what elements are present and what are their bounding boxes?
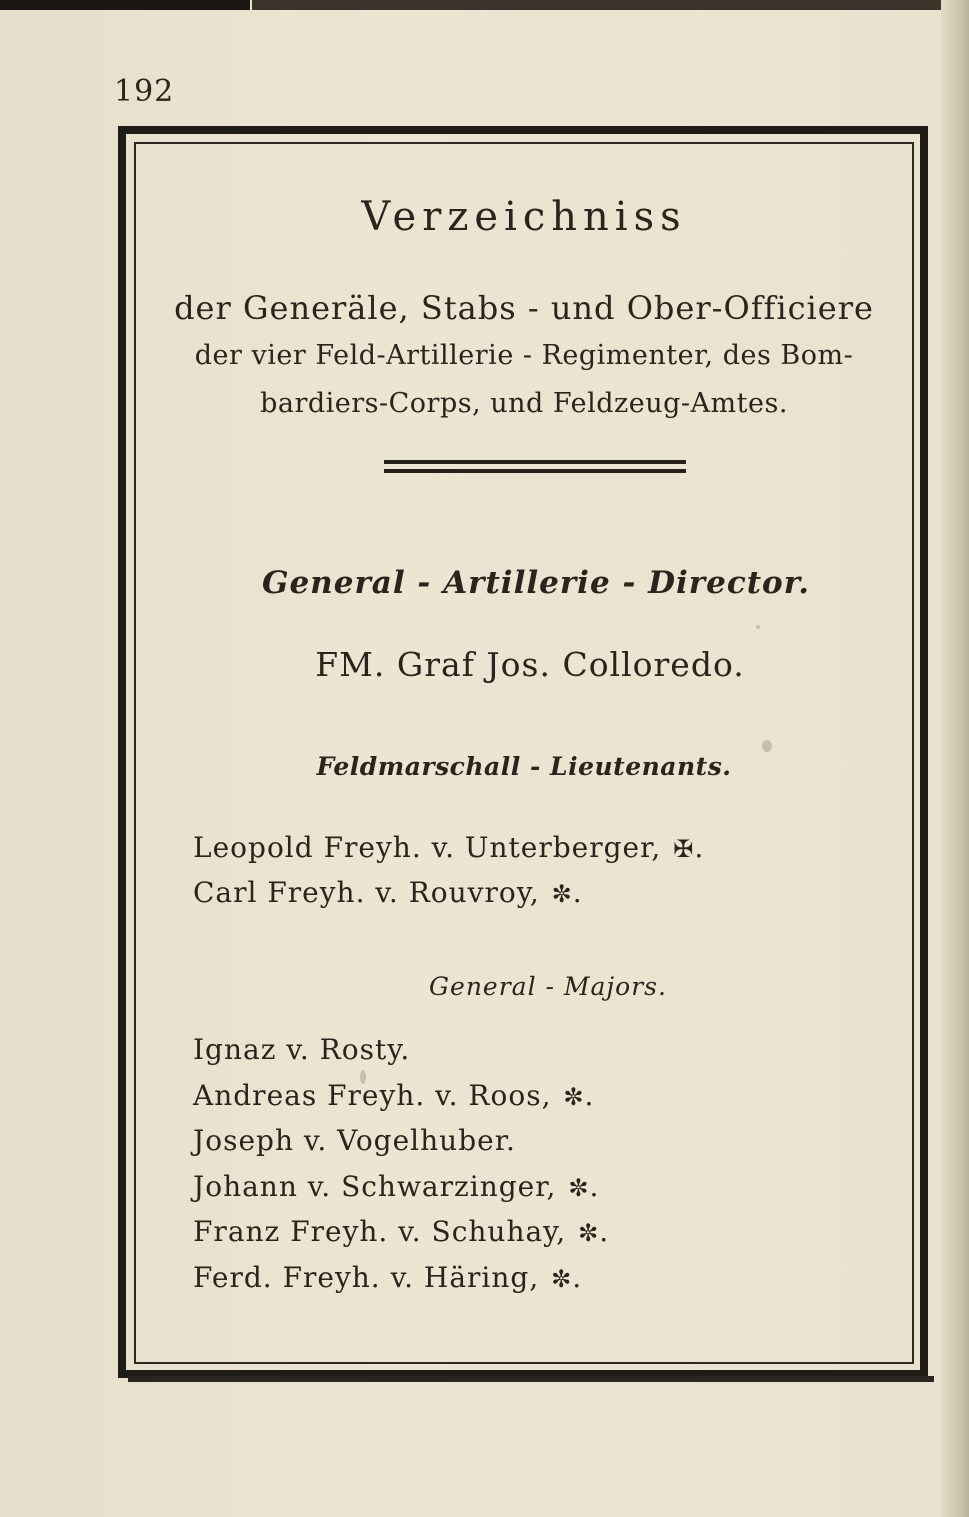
page-subtitle	[148, 284, 900, 428]
scan-edge-top-right	[252, 0, 969, 10]
entry-end: .	[572, 876, 583, 909]
order-star-icon: ✼	[563, 1082, 585, 1111]
officer-entry	[193, 1074, 609, 1120]
officer-name: Johann v. Schwarzinger,	[193, 1169, 557, 1203]
entry-end: .	[599, 1215, 610, 1249]
officer-name: Joseph v. Vogelhuber.	[193, 1124, 516, 1158]
subtitle-line: der Generäle, Stabs - und Ober-Officiere	[174, 289, 874, 327]
page-title: Verzeichniss	[361, 194, 687, 240]
officer-entry	[193, 1256, 609, 1302]
officer-entry	[193, 1119, 609, 1165]
double-rule-divider	[384, 460, 686, 474]
officer-name: Carl Freyh. v. Rouvroy,	[193, 876, 540, 909]
gm-section-title: General - Majors.	[429, 972, 667, 1001]
entry-end: .	[572, 1260, 583, 1294]
entry-end: .	[694, 831, 705, 864]
order-star-icon: ✼	[568, 1173, 590, 1202]
scan-edge-top-left	[0, 0, 250, 10]
order-cross-icon: ✠	[673, 835, 695, 863]
officer-name: Franz Freyh. v. Schuhay,	[193, 1215, 567, 1249]
entry-end: .	[584, 1078, 595, 1112]
page-number: 192	[114, 74, 175, 109]
order-star-icon: ✼	[551, 880, 573, 908]
officer-name: Leopold Freyh. v. Unterberger,	[193, 831, 662, 864]
fml-section-title: Feldmarschall - Lieutenants.	[316, 752, 732, 781]
director-name: FM. Graf Jos. Colloredo.	[315, 645, 745, 684]
officer-name: Ferd. Freyh. v. Häring,	[193, 1260, 540, 1294]
entry-end: .	[589, 1169, 600, 1203]
officer-entry	[193, 1028, 609, 1074]
bottom-border-rule	[128, 1376, 934, 1382]
order-star-icon: ✼	[578, 1219, 600, 1248]
officer-entry	[193, 826, 704, 871]
officer-entry	[193, 871, 704, 916]
gm-list	[193, 1028, 609, 1302]
subtitle-line: der vier Feld-Artillerie - Regimenter, des Bom-	[194, 340, 854, 371]
officer-entry	[193, 1165, 609, 1211]
page-gutter-shadow	[941, 0, 969, 1517]
director-section-title: General - Artillerie - Director.	[261, 565, 810, 601]
fml-list	[193, 826, 704, 916]
officer-name: Andreas Freyh. v. Roos,	[193, 1078, 552, 1112]
officer-name: Ignaz v. Rosty.	[193, 1033, 411, 1066]
officer-entry	[193, 1210, 609, 1256]
order-star-icon: ✼	[551, 1264, 573, 1293]
subtitle-line: bardiers-Corps, und Feldzeug-Amtes.	[260, 388, 788, 419]
